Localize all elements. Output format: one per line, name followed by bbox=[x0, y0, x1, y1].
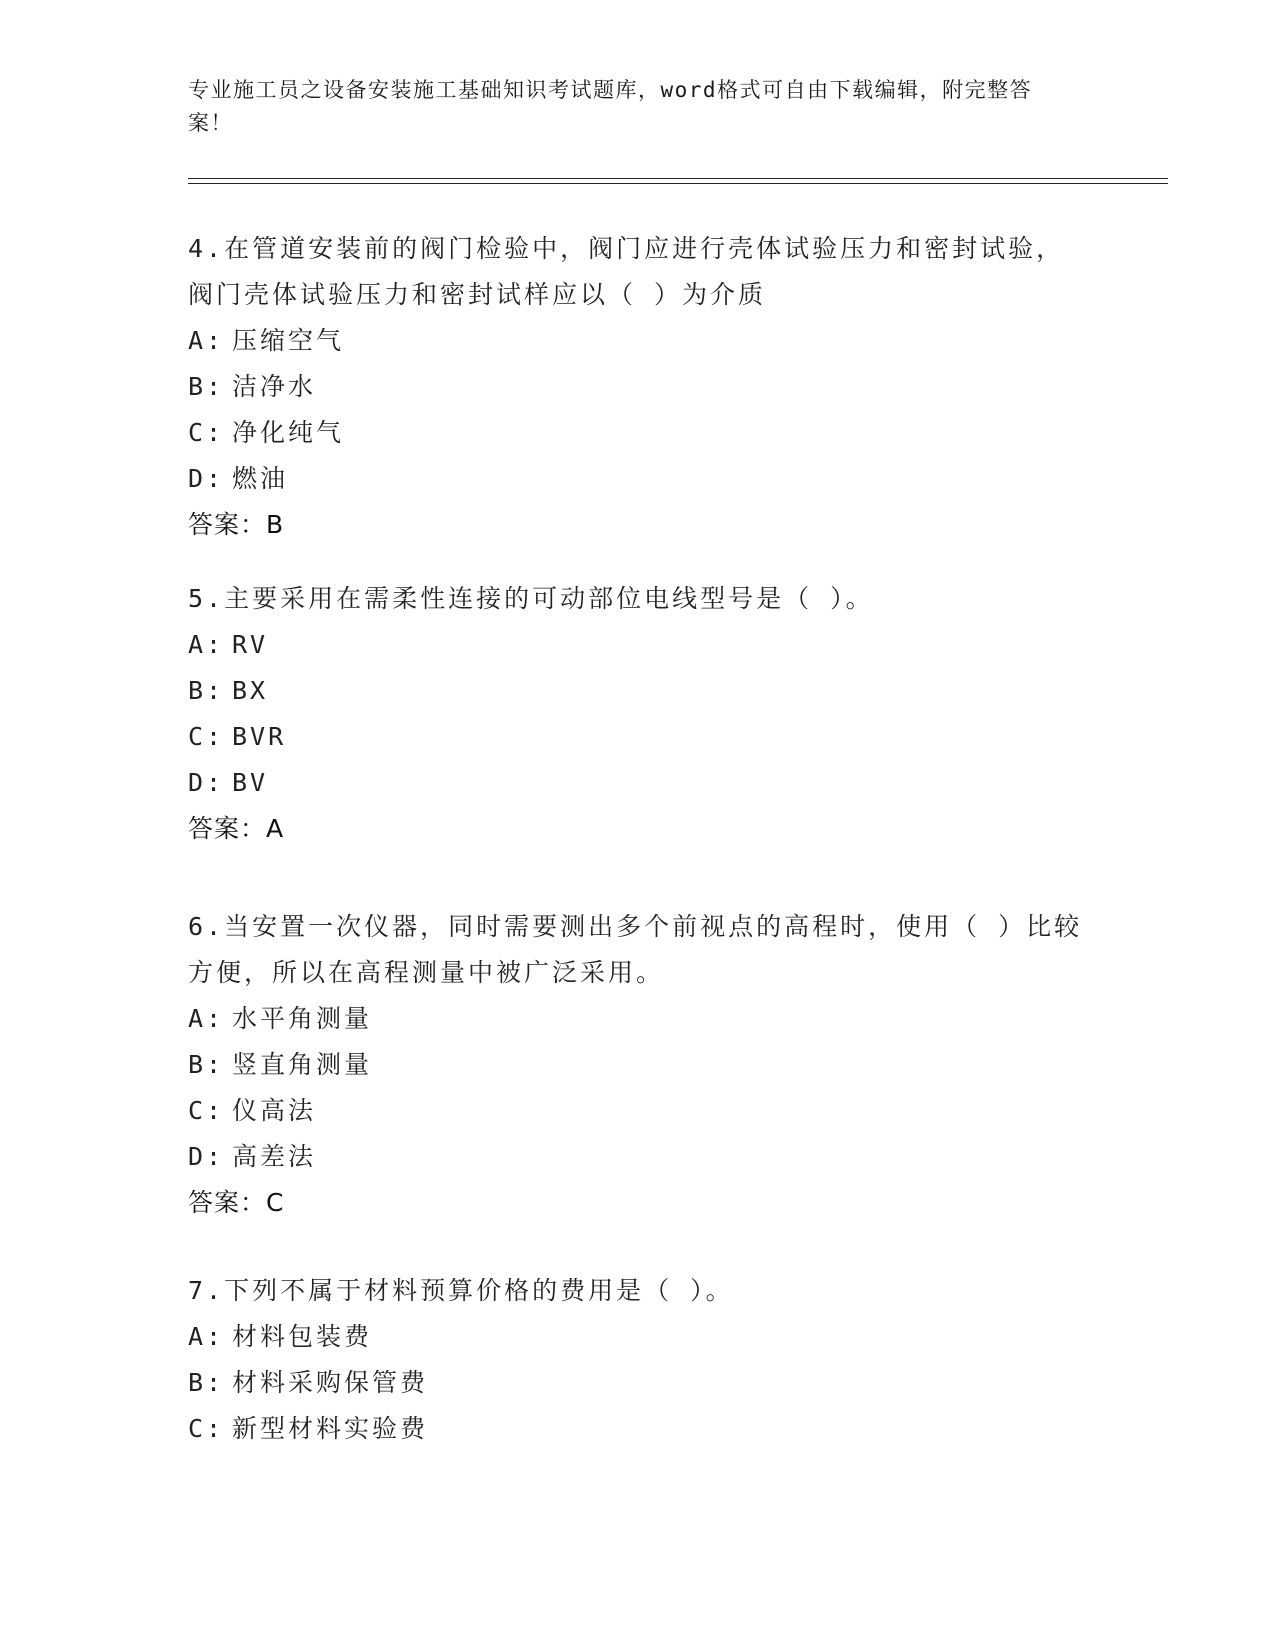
option-c bbox=[188, 410, 1088, 456]
option-a bbox=[188, 318, 1088, 364]
answer-label: 答案：A bbox=[188, 814, 285, 843]
option-text: 仪高法 bbox=[232, 1096, 317, 1125]
option-text: 材料采购保管费 bbox=[232, 1368, 429, 1397]
question-stem: 4.在管道安装前的阀门检验中，阀门应进行壳体试验压力和密封试验，阀门壳体试验压力和密封试样应以（ ）为介质 bbox=[188, 234, 1065, 309]
option-text: 高差法 bbox=[232, 1142, 317, 1171]
option-d bbox=[188, 456, 1088, 502]
question-6 bbox=[188, 904, 1088, 1226]
option-text: 压缩空气 bbox=[232, 326, 345, 355]
option-text: 燃油 bbox=[232, 464, 289, 493]
option-a bbox=[188, 996, 1088, 1042]
header-divider-top bbox=[188, 178, 1168, 179]
option-text: 材料包装费 bbox=[232, 1322, 373, 1351]
option-c bbox=[188, 1088, 1088, 1134]
option-letter: D: bbox=[188, 768, 225, 797]
option-b bbox=[188, 668, 1088, 714]
option-c bbox=[188, 1406, 1088, 1452]
option-letter: B: bbox=[188, 676, 225, 705]
answer-label: 答案：B bbox=[188, 510, 285, 539]
header-divider-bottom bbox=[188, 183, 1168, 184]
option-b bbox=[188, 1042, 1088, 1088]
option-letter: A: bbox=[188, 1322, 225, 1351]
answer-label: 答案：C bbox=[188, 1188, 285, 1217]
option-b bbox=[188, 364, 1088, 410]
option-letter: B: bbox=[188, 1368, 225, 1397]
option-d bbox=[188, 1134, 1088, 1180]
question-4 bbox=[188, 226, 1088, 548]
option-letter: C: bbox=[188, 1414, 225, 1443]
option-text: BVR bbox=[232, 722, 287, 751]
question-stem: 6.当安置一次仪器，同时需要测出多个前视点的高程时，使用（ ）比较方便，所以在高程测量中被广泛采用。 bbox=[188, 912, 1083, 987]
option-d bbox=[188, 760, 1088, 806]
option-text: BX bbox=[232, 676, 269, 705]
option-text: 净化纯气 bbox=[232, 418, 345, 447]
option-letter: C: bbox=[188, 722, 225, 751]
option-a bbox=[188, 1314, 1088, 1360]
question-stem: 5.主要采用在需柔性连接的可动部位电线型号是（ ）。 bbox=[188, 584, 874, 613]
option-text: RV bbox=[232, 630, 269, 659]
question-stem: 7.下列不属于材料预算价格的费用是（ ）。 bbox=[188, 1276, 734, 1305]
option-text: 洁净水 bbox=[232, 372, 317, 401]
option-letter: D: bbox=[188, 464, 225, 493]
option-letter: A: bbox=[188, 630, 225, 659]
option-text: BV bbox=[232, 768, 269, 797]
question-7 bbox=[188, 1268, 1088, 1452]
option-a bbox=[188, 622, 1088, 668]
option-b bbox=[188, 1360, 1088, 1406]
option-letter: B: bbox=[188, 372, 225, 401]
option-letter: A: bbox=[188, 1004, 225, 1033]
option-letter: C: bbox=[188, 1096, 225, 1125]
option-letter: D: bbox=[188, 1142, 225, 1171]
option-letter: C: bbox=[188, 418, 225, 447]
option-letter: A: bbox=[188, 326, 225, 355]
option-text: 新型材料实验费 bbox=[232, 1414, 429, 1443]
option-c bbox=[188, 714, 1088, 760]
document-header: 专业施工员之设备安装施工基础知识考试题库，word格式可自由下载编辑，附完整答案！ bbox=[188, 78, 1033, 135]
option-text: 水平角测量 bbox=[232, 1004, 373, 1033]
option-text: 竖直角测量 bbox=[232, 1050, 373, 1079]
option-letter: B: bbox=[188, 1050, 225, 1079]
question-5 bbox=[188, 576, 1088, 852]
